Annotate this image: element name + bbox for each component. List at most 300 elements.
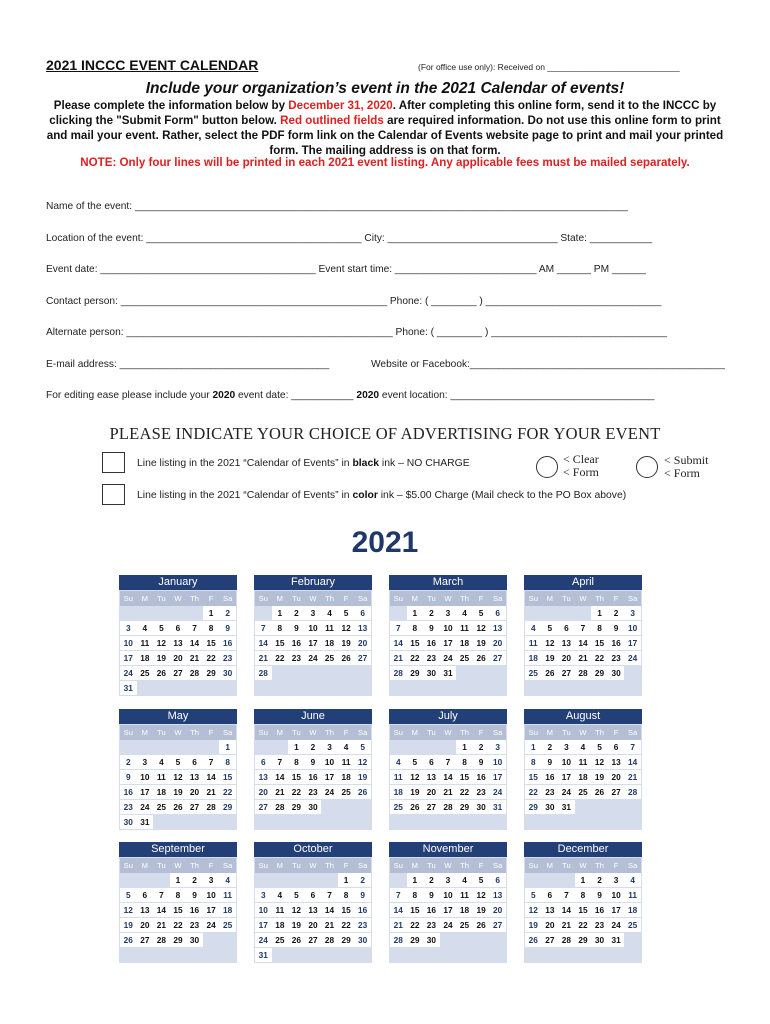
calendar-day: 23 — [542, 785, 559, 800]
calendar-day: 10 — [608, 888, 625, 903]
weekday-label: M — [407, 725, 424, 740]
calendar-day: 25 — [137, 666, 154, 681]
calendar-day: 18 — [219, 903, 236, 918]
calendar-day: 23 — [120, 800, 137, 815]
calendar-day: 2 — [423, 606, 440, 621]
calendar-day: 19 — [120, 918, 137, 933]
calendar-day: 8 — [338, 888, 355, 903]
calendar-day: 14 — [255, 636, 272, 651]
weekday-label: M — [407, 591, 424, 606]
calendar-day: 7 — [558, 888, 575, 903]
calendar-day: 28 — [255, 666, 272, 681]
editing-pre: For editing ease please include your — [46, 390, 213, 401]
weekday-label: Su — [255, 858, 272, 873]
calendar-day: 30 — [473, 800, 490, 815]
month-title: March — [389, 575, 507, 590]
calendar-day: 26 — [120, 933, 137, 948]
calendar-day: 18 — [272, 918, 289, 933]
calendar-day: 2 — [473, 740, 490, 755]
calendar-day: 8 — [288, 755, 305, 770]
calendar-day: 19 — [170, 785, 187, 800]
calendar-day: 9 — [542, 755, 559, 770]
calendar-day: 24 — [624, 651, 641, 666]
calendar-day: 2 — [608, 606, 625, 621]
calendar-day: 6 — [186, 755, 203, 770]
calendar-day: 29 — [525, 800, 542, 815]
calendar-day: 20 — [423, 785, 440, 800]
weekday-label: Su — [525, 858, 542, 873]
weekday-label: M — [542, 591, 559, 606]
event-location-field[interactable]: Location of the event: ______________________________________ City: ______________________________ State: ___________ — [46, 233, 653, 244]
calendar-day: 17 — [608, 903, 625, 918]
calendar-day: 23 — [473, 785, 490, 800]
calendar-day: 28 — [321, 933, 338, 948]
weekday-label: F — [203, 725, 220, 740]
weekday-label: Su — [120, 858, 137, 873]
calendar-day: 6 — [608, 740, 625, 755]
office-use-received-line: (For office use only): Received on ____________________________ — [418, 62, 680, 72]
calendar-day: 20 — [170, 651, 187, 666]
calendar-day: 30 — [423, 933, 440, 948]
calendar-day: 31 — [137, 815, 154, 830]
month-title: January — [119, 575, 237, 590]
calendar-day: 26 — [591, 785, 608, 800]
calendar-day: 9 — [423, 621, 440, 636]
calendar-day: 14 — [390, 636, 407, 651]
calendar-day: 12 — [120, 903, 137, 918]
calendar-day: 20 — [558, 651, 575, 666]
calendar-day: 27 — [354, 651, 371, 666]
weekday-label: F — [473, 725, 490, 740]
calendar-day: 2 — [305, 740, 322, 755]
calendar-day: 15 — [591, 636, 608, 651]
calendar-day: 22 — [203, 651, 220, 666]
submit-form-button[interactable]: < Submit < Form — [664, 453, 709, 480]
month-july — [389, 709, 507, 830]
calendar-day: 21 — [255, 651, 272, 666]
calendar-day: 17 — [137, 785, 154, 800]
calendar-day: 27 — [170, 666, 187, 681]
calendar-day: 4 — [321, 606, 338, 621]
calendar-day: 4 — [219, 873, 236, 888]
calendar-day: 19 — [542, 651, 559, 666]
calendar-day: 25 — [272, 933, 289, 948]
editing-mid: event date: ___________ — [235, 390, 357, 401]
calendar-day: 27 — [608, 785, 625, 800]
calendar-day: 5 — [591, 740, 608, 755]
weekday-label: Sa — [354, 591, 371, 606]
calendar-day: 31 — [489, 800, 506, 815]
month-title: August — [524, 709, 642, 724]
email-field[interactable]: E-mail address: _____________________________________ — [46, 359, 330, 370]
previous-event-field[interactable] — [46, 390, 654, 401]
instructions-part-2: . After completing this online form, send it to the INCCC by clicking the "Submit Form" button below. — [49, 99, 717, 127]
calendar-day: 12 — [170, 770, 187, 785]
weekday-label: Sa — [489, 725, 506, 740]
weekday-label: Sa — [354, 858, 371, 873]
weekday-label: M — [407, 858, 424, 873]
calendar-day: 22 — [456, 785, 473, 800]
calendar-day: 18 — [456, 636, 473, 651]
weekday-label: M — [137, 591, 154, 606]
weekday-label: M — [542, 725, 559, 740]
calendar-day: 5 — [288, 888, 305, 903]
calendar-day: 25 — [390, 800, 407, 815]
weekday-label: Th — [591, 591, 608, 606]
weekday-label: W — [170, 591, 187, 606]
headline: Include your organization’s event in the 2021 Calendar of events! — [145, 80, 625, 97]
calendar-day: 4 — [338, 740, 355, 755]
calendar-day: 6 — [354, 606, 371, 621]
weekday-label: W — [305, 725, 322, 740]
weekday-label: Sa — [489, 591, 506, 606]
calendar-day: 3 — [558, 740, 575, 755]
instructions — [40, 98, 730, 158]
weekday-label: Su — [255, 591, 272, 606]
editing-post: event location: ____________________________________ — [379, 390, 655, 401]
calendar-day: 20 — [489, 903, 506, 918]
calendar-day: 5 — [354, 740, 371, 755]
calendar-day: 19 — [473, 636, 490, 651]
calendar-day: 27 — [423, 800, 440, 815]
calendar-day: 10 — [203, 888, 220, 903]
calendar-day: 17 — [489, 770, 506, 785]
calendar-day: 3 — [255, 888, 272, 903]
calendar-day: 1 — [591, 606, 608, 621]
calendar-day: 10 — [624, 621, 641, 636]
weekday-label: Tu — [288, 858, 305, 873]
calendar-day: 2 — [186, 873, 203, 888]
calendar-day: 11 — [338, 755, 355, 770]
calendar-day: 18 — [575, 770, 592, 785]
calendar-day: 18 — [624, 903, 641, 918]
weekday-label: Tu — [558, 591, 575, 606]
calendar-day: 5 — [407, 755, 424, 770]
weekday-label: Su — [525, 725, 542, 740]
calendar-day: 25 — [153, 800, 170, 815]
weekday-label: Tu — [423, 591, 440, 606]
calendar-day: 3 — [305, 606, 322, 621]
month-august — [524, 709, 642, 830]
calendar-day: 13 — [137, 903, 154, 918]
month-december — [524, 842, 642, 963]
weekday-label: M — [137, 725, 154, 740]
calendar-day: 5 — [473, 606, 490, 621]
calendar-day: 2 — [219, 606, 236, 621]
calendar-day: 23 — [288, 651, 305, 666]
calendar-day: 8 — [456, 755, 473, 770]
calendar-day: 7 — [153, 888, 170, 903]
calendar-day: 27 — [186, 800, 203, 815]
calendar-day: 20 — [186, 785, 203, 800]
calendar-day: 19 — [153, 651, 170, 666]
event-date-field[interactable]: Event date: ______________________________________ Event start time: _________________________ AM ______ PM ______ — [46, 264, 646, 275]
calendar-day: 4 — [272, 888, 289, 903]
calendar-day: 28 — [203, 800, 220, 815]
calendar-day: 17 — [440, 636, 457, 651]
calendar-day: 20 — [542, 918, 559, 933]
calendar-day: 22 — [338, 918, 355, 933]
weekday-label: Sa — [354, 725, 371, 740]
calendar-day: 3 — [137, 755, 154, 770]
calendar-day: 4 — [137, 621, 154, 636]
calendar-day: 1 — [272, 606, 289, 621]
weekday-label: M — [272, 725, 289, 740]
calendar-day: 6 — [305, 888, 322, 903]
weekday-label: Tu — [153, 725, 170, 740]
calendar-day: 24 — [203, 918, 220, 933]
calendar-day: 3 — [120, 621, 137, 636]
calendar-day: 31 — [255, 948, 272, 963]
calendar-day: 12 — [354, 755, 371, 770]
calendar-day: 16 — [423, 636, 440, 651]
calendar-day: 16 — [542, 770, 559, 785]
instructions-part-1: Please complete the information below by — [53, 99, 289, 112]
calendar-day: 22 — [407, 651, 424, 666]
month-february — [254, 575, 372, 696]
calendar-day: 6 — [170, 621, 187, 636]
calendar-day: 19 — [525, 918, 542, 933]
calendar-day: 27 — [305, 933, 322, 948]
weekday-label: W — [305, 591, 322, 606]
calendar-day: 22 — [219, 785, 236, 800]
calendar-day: 24 — [440, 918, 457, 933]
calendar-day: 20 — [137, 918, 154, 933]
calendar-day: 18 — [525, 651, 542, 666]
calendar-day: 23 — [591, 918, 608, 933]
calendar-day: 30 — [608, 666, 625, 681]
calendar-day: 15 — [203, 636, 220, 651]
alternate-person-field[interactable]: Alternate person: _______________________________________________ Phone: ( ________ ) _______________________________ — [46, 327, 667, 338]
note: NOTE: Only four lines will be printed in each 2021 event listing. Any applicable fees must be mailed separately. — [80, 156, 690, 169]
calendar-day: 7 — [624, 740, 641, 755]
calendar-day: 6 — [542, 888, 559, 903]
weekday-label: Sa — [219, 725, 236, 740]
calendar-day: 4 — [390, 755, 407, 770]
calendar-day: 18 — [338, 770, 355, 785]
calendar-day: 16 — [305, 770, 322, 785]
calendar-day: 9 — [120, 770, 137, 785]
calendar-day: 15 — [219, 770, 236, 785]
calendar-day: 4 — [456, 873, 473, 888]
calendar-day: 20 — [489, 636, 506, 651]
calendar-day: 5 — [338, 606, 355, 621]
calendar-day: 10 — [440, 888, 457, 903]
calendar-day: 8 — [170, 888, 187, 903]
color-ink-option-label: Line listing in the 2021 “Calendar of Events” in color ink – $5.00 Charge (Mail check to the PO Box above) — [137, 490, 627, 501]
weekday-label: Sa — [489, 858, 506, 873]
calendar-day: 24 — [120, 666, 137, 681]
calendar-day: 2 — [542, 740, 559, 755]
calendar-day: 9 — [219, 621, 236, 636]
red-fields-text: Red outlined fields — [280, 114, 384, 127]
calendar-day: 13 — [255, 770, 272, 785]
weekday-label: Th — [456, 591, 473, 606]
website-field[interactable]: Website or Facebook:_____________________________________________ — [371, 359, 725, 370]
calendar-day: 8 — [407, 888, 424, 903]
month-title: September — [119, 842, 237, 857]
editing-year-2: 2020 — [356, 390, 380, 401]
calendar-day: 23 — [423, 651, 440, 666]
calendar-day: 16 — [288, 636, 305, 651]
black-ink-option-label: Line listing in the 2021 “Calendar of Events” in black ink – NO CHARGE — [137, 458, 470, 469]
calendar-day: 25 — [321, 651, 338, 666]
calendar-day: 21 — [203, 785, 220, 800]
calendar-day: 4 — [153, 755, 170, 770]
calendar-day: 16 — [608, 636, 625, 651]
calendar-day: 30 — [219, 666, 236, 681]
event-name-field[interactable]: Name of the event: _______________________________________________________________________________________ — [46, 201, 628, 212]
calendar-day: 26 — [288, 933, 305, 948]
month-title: July — [389, 709, 507, 724]
weekday-label: Tu — [423, 858, 440, 873]
calendar-day: 1 — [338, 873, 355, 888]
weekday-label: Su — [525, 591, 542, 606]
calendar-day: 15 — [456, 770, 473, 785]
calendar-day: 2 — [288, 606, 305, 621]
calendar-day: 24 — [137, 800, 154, 815]
calendar-day: 18 — [456, 903, 473, 918]
calendar-day: 1 — [170, 873, 187, 888]
calendar-day: 12 — [473, 621, 490, 636]
weekday-label: F — [473, 858, 490, 873]
calendar-day: 30 — [120, 815, 137, 830]
calendar-day: 25 — [456, 918, 473, 933]
calendar-day: 28 — [390, 933, 407, 948]
weekday-label: Th — [186, 858, 203, 873]
clear-form-radio[interactable] — [536, 456, 558, 478]
calendar-day: 29 — [575, 933, 592, 948]
editing-year-1: 2020 — [212, 390, 236, 401]
calendar-day: 29 — [288, 800, 305, 815]
calendar-day: 5 — [120, 888, 137, 903]
black-ink-checkbox[interactable] — [102, 452, 125, 473]
calendar-day: 5 — [170, 755, 187, 770]
calendar-day: 28 — [624, 785, 641, 800]
calendar-day: 18 — [390, 785, 407, 800]
calendar-day: 20 — [305, 918, 322, 933]
weekday-label: M — [272, 858, 289, 873]
month-title: December — [524, 842, 642, 857]
calendar-day: 20 — [354, 636, 371, 651]
calendar-day: 30 — [591, 933, 608, 948]
calendar-day: 7 — [255, 621, 272, 636]
calendar-day: 11 — [321, 621, 338, 636]
weekday-label: W — [170, 725, 187, 740]
calendar-day: 24 — [489, 785, 506, 800]
calendar-day: 8 — [203, 621, 220, 636]
calendar-day: 1 — [575, 873, 592, 888]
weekday-label: Su — [390, 725, 407, 740]
calendar-day: 1 — [203, 606, 220, 621]
calendar-day: 10 — [489, 755, 506, 770]
calendar-day: 19 — [354, 770, 371, 785]
calendar-day: 11 — [575, 755, 592, 770]
calendar-day: 17 — [624, 636, 641, 651]
calendar-day: 12 — [525, 903, 542, 918]
weekday-label: Tu — [423, 725, 440, 740]
calendar-day: 12 — [338, 621, 355, 636]
calendar-day: 28 — [575, 666, 592, 681]
contact-person-field[interactable]: Contact person: _______________________________________________ Phone: ( ________ ) _______________________________ — [46, 296, 662, 307]
calendar-day: 13 — [423, 770, 440, 785]
submit-form-radio[interactable] — [636, 456, 658, 478]
calendar-day: 22 — [525, 785, 542, 800]
calendar-day: 8 — [219, 755, 236, 770]
calendar-day: 5 — [473, 873, 490, 888]
calendar-day: 21 — [153, 918, 170, 933]
month-title: May — [119, 709, 237, 724]
calendar-day: 22 — [591, 651, 608, 666]
calendar-day: 20 — [608, 770, 625, 785]
calendar-day: 31 — [558, 800, 575, 815]
calendar-day: 24 — [321, 785, 338, 800]
calendar-day: 1 — [219, 740, 236, 755]
clear-form-button[interactable]: < Clear < Form — [563, 452, 599, 479]
calendar-day: 26 — [542, 666, 559, 681]
calendar-day: 20 — [255, 785, 272, 800]
weekday-label: Su — [120, 725, 137, 740]
calendar-day: 10 — [120, 636, 137, 651]
calendar-day: 17 — [440, 903, 457, 918]
calendar-day: 10 — [440, 621, 457, 636]
calendar-day: 19 — [288, 918, 305, 933]
calendar-day: 6 — [255, 755, 272, 770]
calendar-day: 1 — [456, 740, 473, 755]
weekday-label: Tu — [288, 591, 305, 606]
calendar-day: 23 — [608, 651, 625, 666]
calendar-day: 8 — [525, 755, 542, 770]
calendar-day: 24 — [305, 651, 322, 666]
weekday-label: M — [137, 858, 154, 873]
weekday-label: M — [272, 591, 289, 606]
weekday-label: F — [608, 858, 625, 873]
calendar-day: 21 — [390, 918, 407, 933]
weekday-label: W — [575, 591, 592, 606]
calendar-day: 1 — [288, 740, 305, 755]
month-june — [254, 709, 372, 830]
calendar-day: 6 — [423, 755, 440, 770]
calendar-day: 6 — [558, 621, 575, 636]
weekday-label: F — [338, 591, 355, 606]
calendar-day: 16 — [473, 770, 490, 785]
color-ink-checkbox[interactable] — [102, 484, 125, 505]
month-title: October — [254, 842, 372, 857]
calendar-day: 21 — [558, 918, 575, 933]
calendar-day: 7 — [203, 755, 220, 770]
calendar-day: 14 — [390, 903, 407, 918]
calendar-day: 24 — [608, 918, 625, 933]
calendar-day: 15 — [288, 770, 305, 785]
weekday-label: F — [338, 858, 355, 873]
calendar-day: 16 — [354, 903, 371, 918]
calendar-day: 11 — [153, 770, 170, 785]
calendar-day: 28 — [440, 800, 457, 815]
calendar-day: 11 — [456, 888, 473, 903]
calendar-day: 9 — [591, 888, 608, 903]
calendar-day: 15 — [338, 903, 355, 918]
calendar-day: 26 — [525, 933, 542, 948]
calendar-day: 5 — [542, 621, 559, 636]
calendar-day: 28 — [390, 666, 407, 681]
weekday-label: Tu — [288, 725, 305, 740]
month-title: June — [254, 709, 372, 724]
calendar-day: 9 — [473, 755, 490, 770]
calendar-day: 15 — [272, 636, 289, 651]
calendar-day: 13 — [186, 770, 203, 785]
calendar-day: 14 — [203, 770, 220, 785]
calendar-day: 13 — [489, 888, 506, 903]
